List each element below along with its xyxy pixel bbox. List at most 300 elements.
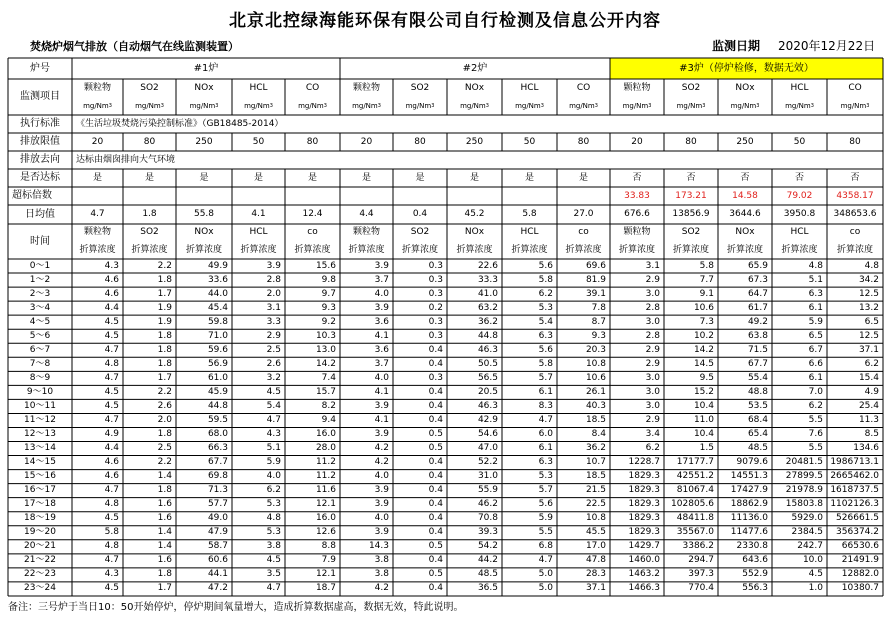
unit-superscript: 3: [269, 103, 273, 109]
unit-cell: [557, 98, 610, 115]
hour-value: 3.9: [374, 485, 389, 496]
hourly-pollutant-header: HCL: [249, 227, 268, 237]
hourly-subheader: 折算浓度: [618, 244, 655, 255]
unit-text: mg/Nm: [622, 102, 649, 110]
hour-value: 4.1: [374, 386, 389, 397]
hourly-pollutant-header: NOx: [194, 227, 214, 237]
hourly-subheader: 折算浓度: [836, 244, 873, 255]
hour-value: 2384.5: [791, 527, 823, 538]
hour-value: 4.0: [374, 471, 389, 482]
hour-value: 4.9: [104, 428, 119, 439]
hour-value: 9.2: [321, 316, 336, 327]
hour-time: 20～21: [24, 541, 56, 552]
hour-value: 47.8: [585, 555, 606, 566]
hour-value: 9079.6: [736, 457, 768, 468]
compliant-value: 是: [578, 172, 588, 183]
hour-value: 31.0: [477, 471, 498, 482]
hour-value: 4.8: [104, 358, 119, 369]
hour-value: 6.5: [808, 330, 823, 341]
limit-value: 20: [631, 136, 643, 147]
limit-value: 80: [306, 136, 319, 147]
hour-value: 552.9: [742, 569, 768, 580]
compliant-value: 是: [144, 172, 154, 183]
hourly-subheader: 折算浓度: [240, 244, 277, 255]
hour-value: 1829.3: [628, 485, 660, 496]
hour-value: 0.4: [428, 583, 443, 594]
hour-value: 67.7: [207, 457, 228, 468]
hour-value: 1829.3: [628, 527, 660, 538]
hour-value: 1460.0: [628, 555, 660, 566]
compliant-value: 是: [415, 172, 425, 183]
standard-label: 执行标准: [20, 118, 60, 129]
hour-value: 11.2: [315, 471, 336, 482]
hour-value: 0.5: [428, 443, 443, 454]
pollutant-header: SO2: [140, 83, 159, 93]
hour-value: 5.5: [808, 443, 823, 454]
hour-value: 52.2: [477, 457, 498, 468]
hour-value: 17427.9: [730, 485, 768, 496]
hour-value: 12.5: [858, 288, 879, 299]
hourly-subheader: 折算浓度: [511, 244, 548, 255]
hour-value: 2.6: [266, 358, 281, 369]
hour-value: 0.4: [428, 358, 443, 369]
hour-value: 2.5: [157, 443, 172, 454]
hour-value: 53.5: [747, 400, 768, 411]
furnace-label: 炉号: [30, 62, 50, 74]
hour-value: 7.8: [591, 302, 606, 313]
hour-value: 526661.5: [836, 513, 879, 524]
hour-value: 0.3: [428, 330, 443, 341]
hour-value: 46.3: [477, 400, 498, 411]
hour-value: 4.7: [104, 555, 119, 566]
unit-superscript: 3: [540, 103, 544, 109]
hour-value: 9.3: [321, 302, 336, 313]
hour-value: 4.0: [374, 372, 389, 383]
hour-value: 1.4: [157, 527, 172, 538]
limit-value: 250: [465, 136, 484, 147]
hourly-pollutant-header: NOx: [464, 227, 485, 237]
hour-value: 6.2: [645, 443, 660, 454]
hour-time: 1～2: [29, 274, 51, 285]
pollutant-header: HCL: [249, 83, 268, 93]
hour-value: 81067.4: [676, 485, 714, 496]
hour-value: 13.0: [315, 344, 336, 355]
unit-superscript: 3: [866, 103, 870, 109]
pollutant-header: HCL: [790, 83, 809, 93]
unit-superscript: 3: [323, 103, 327, 109]
hour-value: 4.1: [374, 330, 389, 341]
hour-value: 63.8: [747, 330, 768, 341]
hour-value: 5.7: [538, 372, 553, 383]
hourly-subheader: 折算浓度: [401, 244, 438, 255]
hour-value: 14551.3: [730, 471, 768, 482]
hour-value: 16.0: [315, 428, 336, 439]
hour-value: 4.7: [538, 414, 553, 425]
unit-superscript: 3: [377, 103, 381, 109]
hour-value: 14.5: [693, 358, 714, 369]
unit-superscript: 3: [648, 103, 652, 109]
hour-value: 7.7: [699, 274, 714, 285]
daily-avg-value: 3950.8: [783, 209, 816, 219]
hour-value: 4.5: [808, 569, 823, 580]
hour-value: 4.2: [374, 457, 389, 468]
hour-value: 1463.2: [628, 569, 660, 580]
hour-value: 11.2: [315, 457, 336, 468]
hour-value: 556.3: [742, 583, 768, 594]
hour-value: 2.6: [157, 400, 172, 411]
hourly-pollutant-header: NOx: [735, 227, 755, 237]
hour-value: 0.4: [428, 485, 443, 496]
hour-value: 44.8: [477, 330, 498, 341]
hourly-subheader: 折算浓度: [672, 244, 709, 255]
hour-value: 68.0: [207, 428, 228, 439]
hour-value: 33.3: [477, 274, 498, 285]
hour-value: 15.7: [315, 386, 336, 397]
hour-value: 47.9: [207, 527, 228, 538]
hour-time: 3～4: [29, 302, 51, 313]
hour-value: 8.8: [321, 541, 336, 552]
hour-value: 4.6: [104, 274, 119, 285]
hour-value: 6.6: [808, 358, 823, 369]
hour-value: 4.7: [538, 555, 553, 566]
hour-value: 6.1: [538, 443, 553, 454]
unit-text: mg/Nm: [244, 102, 270, 110]
hour-value: 18.5: [585, 471, 606, 482]
hour-value: 11.0: [693, 414, 714, 425]
hour-value: 1.6: [157, 555, 172, 566]
hour-value: 37.1: [585, 583, 606, 594]
unit-text: mg/Nm: [515, 102, 541, 110]
hour-value: 61.0: [207, 372, 228, 383]
hour-value: 56.9: [207, 358, 228, 369]
hour-value: 64.7: [747, 288, 768, 299]
unit-superscript: 3: [756, 103, 760, 109]
hour-value: 18.7: [315, 583, 336, 594]
daily-avg-value: 55.8: [193, 209, 215, 219]
hour-value: 16.0: [315, 513, 336, 524]
hour-value: 4.5: [104, 330, 119, 341]
hour-value: 397.3: [688, 569, 714, 580]
hour-value: 1.4: [157, 541, 172, 552]
hour-value: 4.8: [808, 260, 823, 271]
hour-value: 20.3: [585, 344, 606, 355]
hour-value: 69.6: [585, 260, 606, 271]
hour-value: 1466.3: [628, 583, 660, 594]
hour-value: 2.5: [266, 344, 281, 355]
hour-value: 5.5: [538, 527, 553, 538]
hour-value: 39.1: [585, 288, 606, 299]
hour-value: 4.8: [266, 513, 281, 524]
hour-value: 50.5: [477, 358, 498, 369]
monitor-date-label: 监测日期: [712, 39, 761, 53]
hour-value: 40.3: [585, 400, 606, 411]
unit-superscript: 3: [702, 103, 706, 109]
hour-value: 4.7: [266, 414, 281, 425]
daily-avg-label: 日均值: [25, 208, 55, 220]
pollutant-header: 颗粒物: [623, 83, 651, 93]
hour-value: 9.5: [699, 372, 714, 383]
hour-value: 4.0: [266, 471, 281, 482]
exceed-value: 33.83: [624, 190, 650, 201]
limit-value: 20: [360, 136, 373, 147]
hour-value: 3.0: [645, 316, 660, 327]
hour-value: 3.7: [374, 274, 389, 285]
hour-value: 3.2: [266, 372, 281, 383]
items-label: 监测项目: [20, 91, 60, 102]
hour-value: 4.8: [864, 260, 879, 271]
unit-text: mg/Nm: [352, 102, 378, 110]
hourly-subheader: 折算浓度: [348, 244, 385, 255]
hour-value: 12.5: [858, 330, 879, 341]
unit-cell: [718, 98, 772, 115]
hour-value: 2.9: [645, 358, 660, 369]
hour-value: 15803.8: [785, 499, 823, 510]
hour-value: 0.2: [428, 302, 443, 313]
hour-value: 21491.9: [841, 555, 879, 566]
hour-value: 4.0: [374, 288, 389, 299]
hour-value: 0.3: [428, 316, 443, 327]
hour-value: 12.6: [315, 527, 336, 538]
hour-value: 2.9: [645, 274, 660, 285]
hour-value: 6.3: [538, 457, 553, 468]
hourly-subheader: 折算浓度: [131, 244, 168, 255]
hour-value: 10.4: [693, 428, 714, 439]
hour-value: 28.3: [585, 569, 606, 580]
compliant-value: 否: [794, 172, 804, 183]
unit-text: mg/Nm: [460, 102, 486, 110]
hour-value: 6.1: [538, 386, 553, 397]
hour-value: 1429.7: [628, 541, 660, 552]
daily-avg-value: 12.4: [302, 209, 323, 219]
hour-value: 242.7: [797, 541, 823, 552]
hour-value: 10.2: [693, 330, 714, 341]
daily-avg-value: 348653.6: [833, 209, 877, 219]
unit-superscript: 3: [485, 103, 489, 109]
daily-avg-value: 4.4: [359, 209, 374, 219]
hour-value: 6.2: [808, 400, 823, 411]
hour-value: 2.0: [157, 414, 172, 425]
limit-value: 250: [195, 136, 213, 147]
hour-value: 1.8: [157, 428, 172, 439]
hour-value: 1.8: [157, 330, 172, 341]
hour-time: 18～19: [24, 513, 56, 524]
hour-value: 11.6: [315, 485, 336, 496]
hour-value: 3.1: [645, 260, 660, 271]
compliant-value: 是: [253, 172, 263, 183]
pollutant-header: SO2: [410, 83, 430, 93]
hour-value: 9.7: [321, 288, 336, 299]
hour-value: 3.8: [266, 541, 281, 552]
hour-time: 17～18: [24, 499, 56, 510]
hour-value: 66530.6: [841, 541, 879, 552]
hourly-subheader: 折算浓度: [726, 244, 763, 255]
unit-cell: [610, 98, 664, 115]
hourly-subheader: 折算浓度: [565, 244, 602, 255]
unit-superscript: 3: [431, 103, 435, 109]
hour-value: 2330.8: [736, 541, 768, 552]
hour-value: 12882.0: [841, 569, 879, 580]
hour-value: 4.7: [104, 485, 119, 496]
hour-time: 9～10: [26, 386, 54, 397]
exceed-value: [285, 187, 340, 205]
hour-value: 7.0: [808, 386, 823, 397]
hour-value: 45.5: [585, 527, 606, 538]
unit-text: mg/Nm: [730, 102, 757, 110]
hour-value: 21.5: [585, 485, 606, 496]
hour-value: 5.6: [538, 260, 553, 271]
hour-value: 6.1: [808, 372, 823, 383]
hour-value: 8.7: [591, 316, 606, 327]
hour-value: 39.3: [477, 527, 498, 538]
exceed-value: [557, 187, 610, 205]
hour-value: 4.3: [266, 428, 281, 439]
unit-text: mg/Nm: [135, 102, 161, 110]
hour-value: 0.4: [428, 457, 443, 468]
exceed-value: [176, 187, 232, 205]
hour-time: 23～24: [24, 583, 56, 594]
hour-value: 1.7: [157, 372, 172, 383]
hour-value: 12.1: [315, 499, 336, 510]
hour-value: 0.3: [428, 260, 443, 271]
hour-value: 2.9: [645, 414, 660, 425]
hour-value: 0.3: [428, 288, 443, 299]
hour-time: 10～11: [24, 400, 56, 411]
hour-time: 13～14: [24, 443, 56, 454]
hour-value: 770.4: [688, 583, 714, 594]
hour-value: 4.8: [104, 499, 119, 510]
hour-value: 27899.5: [785, 471, 823, 482]
hour-value: 8.3: [538, 400, 553, 411]
hour-value: 1.8: [157, 569, 172, 580]
hour-value: 20.5: [477, 386, 498, 397]
unit-cell: [827, 98, 883, 115]
hourly-pollutant-header: co: [578, 227, 589, 237]
hour-value: 1102126.3: [830, 499, 879, 510]
daily-avg-value: 676.6: [624, 209, 650, 219]
hour-value: 12.1: [315, 569, 336, 580]
hour-value: 10.6: [693, 302, 714, 313]
hour-value: 48.5: [477, 569, 498, 580]
hour-value: 6.2: [266, 485, 281, 496]
hour-value: 0.4: [428, 555, 443, 566]
hour-value: 2.8: [645, 330, 660, 341]
exceed-value: [447, 187, 502, 205]
unit-text: mg/Nm: [785, 102, 811, 110]
hour-value: 4.2: [374, 443, 389, 454]
unit-text: mg/Nm: [840, 102, 867, 110]
unit-cell: [393, 98, 447, 115]
hour-value: 4.1: [374, 414, 389, 425]
hour-value: 60.6: [207, 555, 228, 566]
exceed-value: 173.21: [675, 190, 707, 201]
hour-value: 5.9: [808, 316, 823, 327]
hour-value: 15.2: [693, 386, 714, 397]
daily-avg-value: 13856.9: [672, 209, 710, 219]
hour-time: 8～9: [29, 372, 51, 383]
hour-value: 63.2: [477, 302, 498, 313]
hour-value: 20481.5: [785, 457, 823, 468]
unit-superscript: 3: [594, 103, 598, 109]
hour-value: 10.8: [585, 513, 606, 524]
hourly-subheader: 折算浓度: [185, 244, 222, 255]
hour-value: 57.7: [207, 499, 228, 510]
unit-superscript: 3: [810, 103, 814, 109]
hour-value: 0.4: [428, 471, 443, 482]
hour-value: 1.7: [157, 288, 172, 299]
hour-value: 5.8: [538, 274, 553, 285]
hour-value: 37.1: [858, 344, 879, 355]
hour-value: 15.6: [315, 260, 336, 271]
unit-text: mg/Nm: [83, 102, 109, 110]
hour-value: 0.4: [428, 527, 443, 538]
hour-value: 65.4: [747, 428, 768, 439]
hour-value: 55.9: [477, 485, 498, 496]
hourly-pollutant-header: HCL: [790, 227, 809, 237]
hour-value: 1.4: [157, 471, 172, 482]
hour-value: 5.5: [808, 414, 823, 425]
hour-value: 17.0: [585, 541, 606, 552]
unit-cell: [285, 98, 340, 115]
limit-value: 80: [849, 136, 861, 147]
hour-value: 6.3: [808, 288, 823, 299]
hour-value: 356374.2: [836, 527, 879, 538]
hour-value: 54.2: [477, 541, 498, 552]
hour-value: 8.2: [321, 400, 336, 411]
footer-note: 备注：三号炉于当日10：50开始停炉，停炉期间氧量增大，造成折算数据虚高，数据无效，特此说明。: [8, 602, 464, 613]
compliant-value: 是: [524, 172, 534, 183]
hour-value: 67.3: [747, 274, 768, 285]
hour-value: 4.7: [104, 414, 119, 425]
hour-value: 10380.7: [841, 583, 879, 594]
compliant-value: 否: [632, 172, 642, 183]
pollutant-header: CO: [576, 83, 591, 93]
hour-value: 42.9: [477, 414, 498, 425]
hour-value: 6.1: [808, 302, 823, 313]
hour-value: 4.3: [104, 569, 119, 580]
hour-value: 36.2: [477, 316, 498, 327]
hour-value: 3.6: [374, 344, 389, 355]
time-label: 时间: [30, 235, 50, 247]
hour-value: 4.9: [864, 386, 879, 397]
hour-value: 3.8: [374, 555, 389, 566]
hour-value: 643.6: [742, 555, 768, 566]
hour-time: 7～8: [29, 358, 51, 369]
hour-value: 0.5: [428, 428, 443, 439]
hour-value: 3.9: [374, 260, 389, 271]
hour-value: 3.0: [645, 372, 660, 383]
pollutant-header: NOx: [464, 83, 485, 93]
hour-value: 4.5: [266, 386, 281, 397]
daily-avg-value: 1.8: [142, 209, 157, 219]
hour-value: 44.8: [207, 400, 228, 411]
hour-value: 66.3: [207, 443, 228, 454]
hour-value: 58.7: [207, 541, 228, 552]
monitor-date: 2020年12月22日: [778, 39, 876, 53]
hour-value: 33.6: [207, 274, 228, 285]
hour-value: 3.0: [645, 386, 660, 397]
hour-time: 6～7: [29, 344, 51, 355]
hour-value: 4.6: [104, 471, 119, 482]
pollutant-header: 颗粒物: [352, 83, 380, 93]
destination-text: 达标由烟囱排向大气环境: [76, 154, 176, 165]
hour-value: 44.0: [207, 288, 228, 299]
hourly-pollutant-header: SO2: [140, 227, 159, 237]
hour-value: 6.7: [808, 344, 823, 355]
hour-value: 1.7: [157, 583, 172, 594]
exceed-value: [502, 187, 557, 205]
hour-value: 5.1: [266, 443, 281, 454]
hourly-pollutant-header: 颗粒物: [623, 227, 651, 237]
